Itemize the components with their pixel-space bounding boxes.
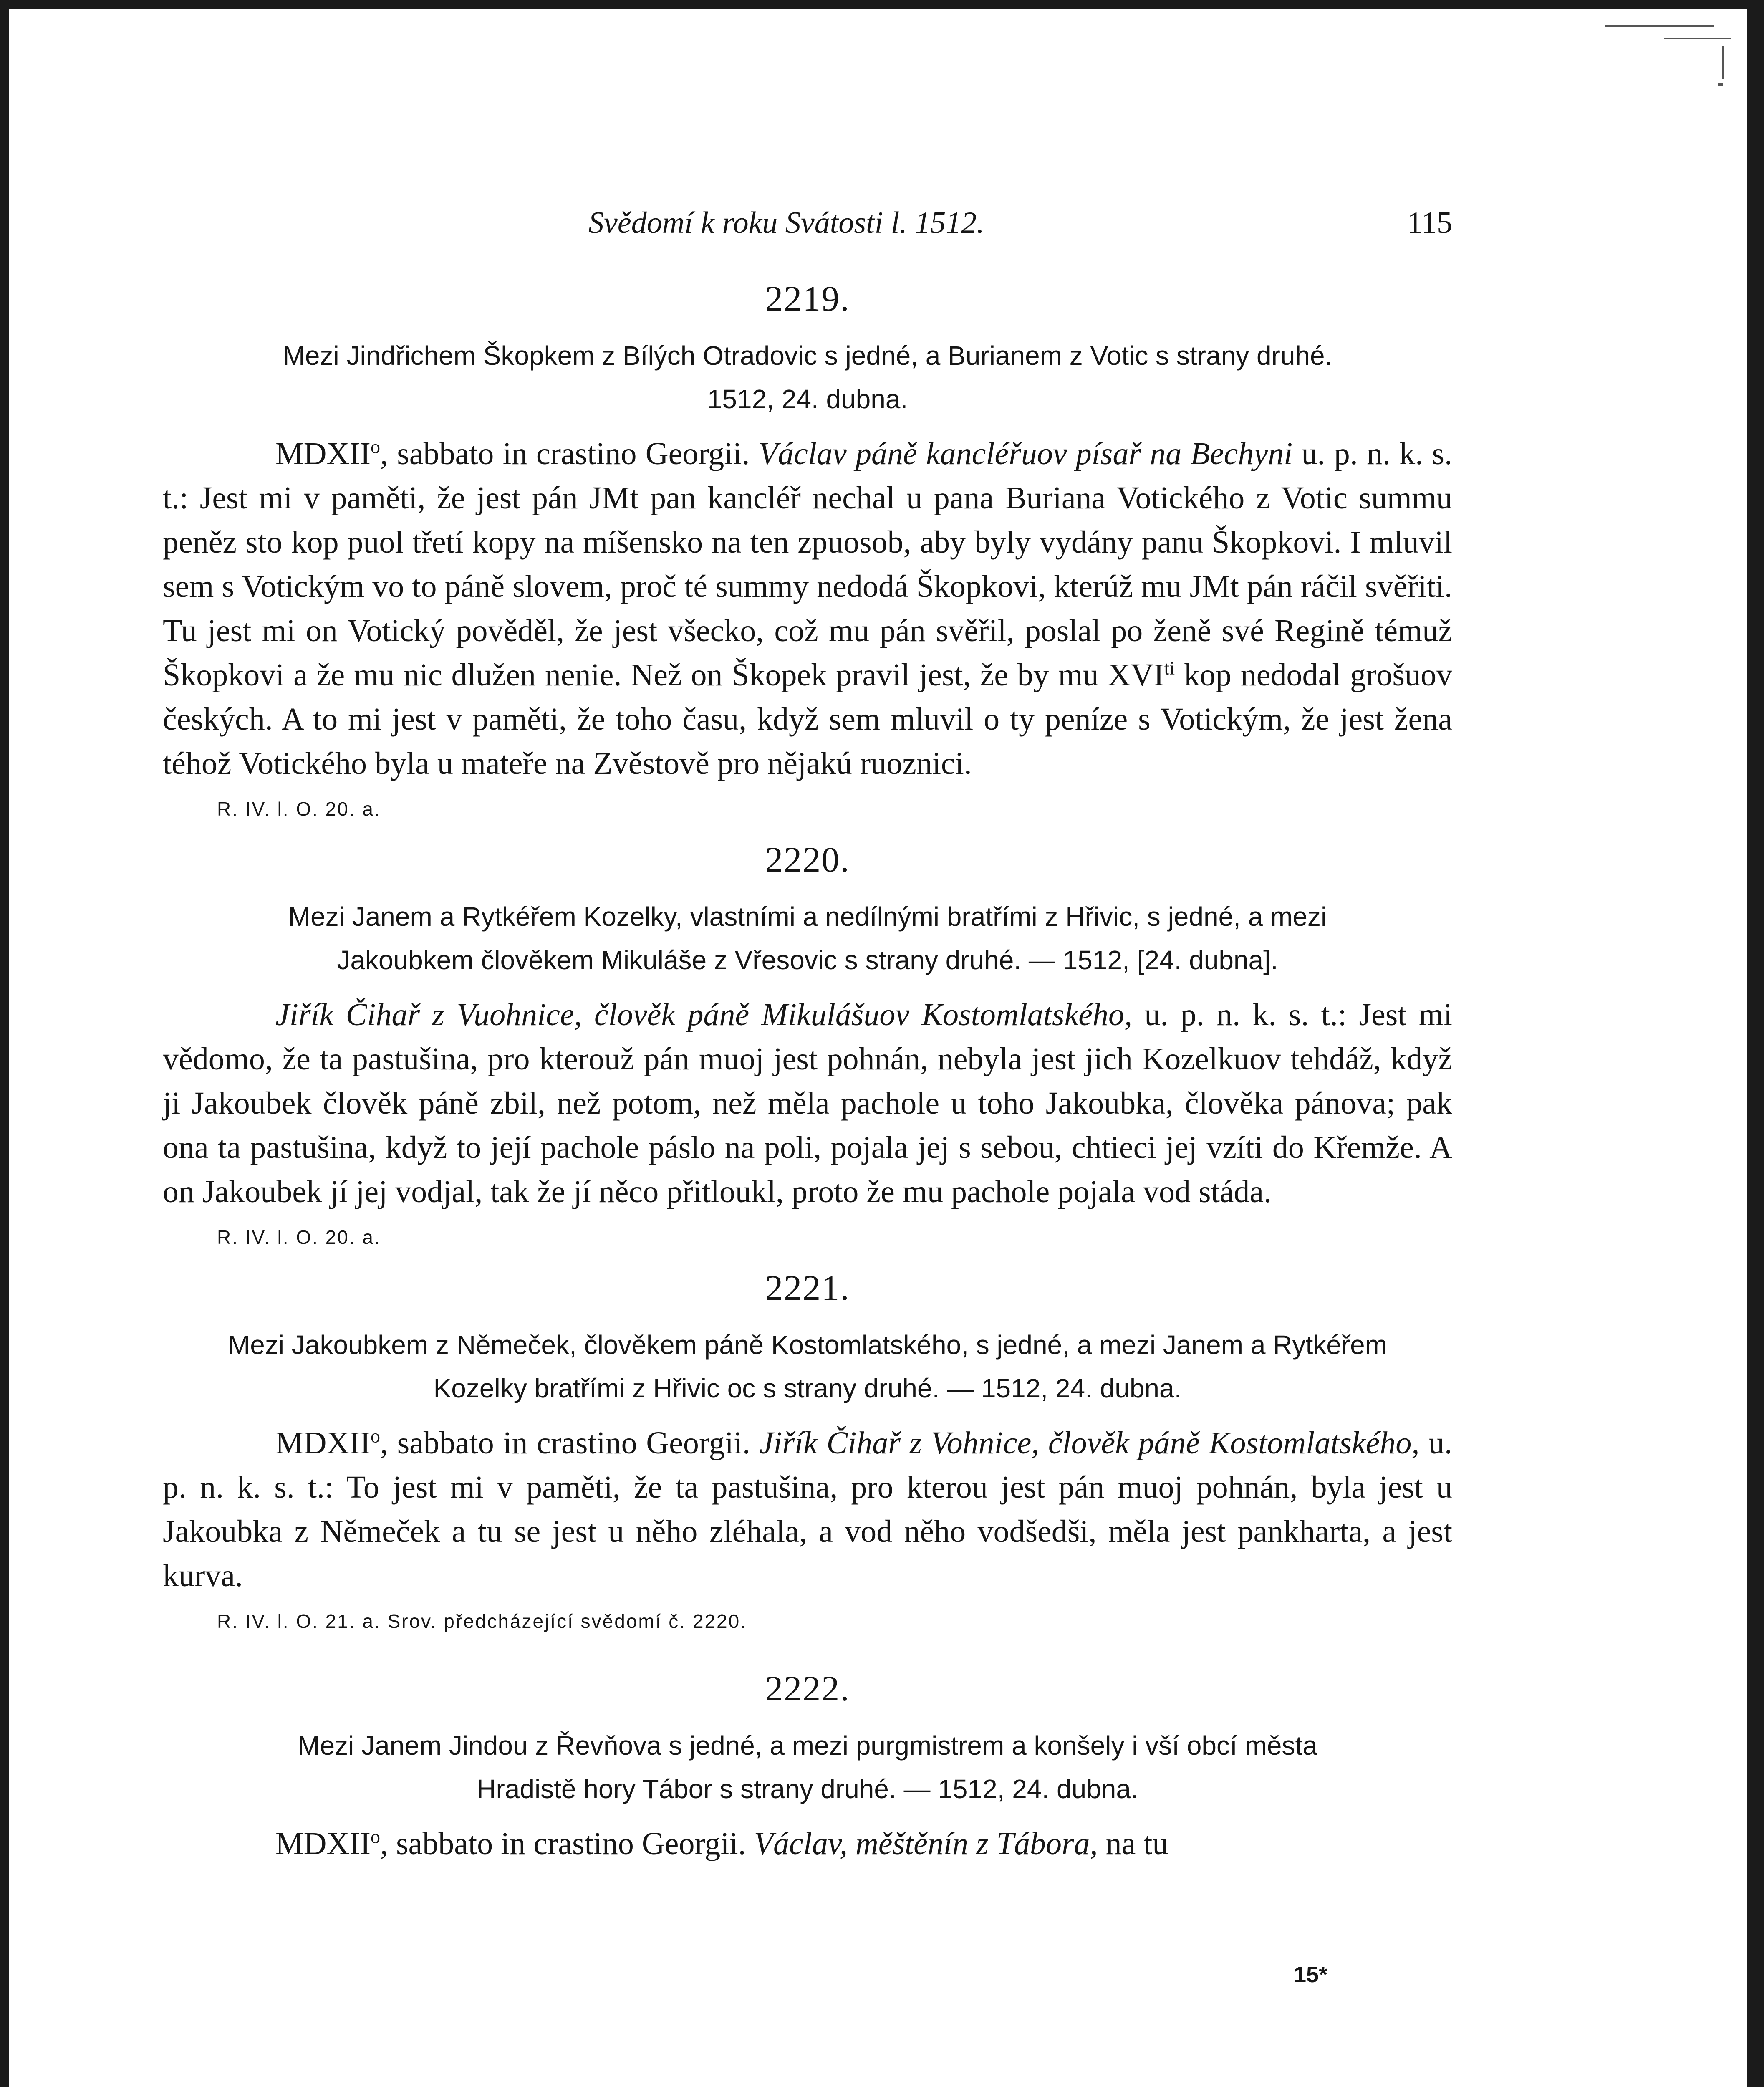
running-head-title: Svědomí k roku Svátosti l. 1512.	[588, 206, 984, 240]
entry-body	[163, 1421, 1452, 1598]
entry-2221	[163, 1265, 1452, 1638]
archive-reference: R. IV. l. O. 21. a. Srov. předcházející svědomí č. 2220.	[217, 1610, 747, 1632]
entry-heading-line: Mezi Jindřichem Škopkem z Bílých Otradovic s jedné, a Burianem z Votic s strany druhé.	[283, 341, 1332, 371]
date-text: , sabbato in crastino Georgii.	[380, 1425, 760, 1460]
witness-name: Jiřík Čihař z Vuohnice, člověk páně Mikulášuov Kostomlatského,	[275, 997, 1133, 1032]
signature-mark: 15*	[1294, 1962, 1328, 1987]
entry-2219	[163, 275, 1452, 826]
scan-edge-top	[0, 0, 1764, 9]
witness-name: Václav, měštěnín z Tábora,	[754, 1826, 1098, 1861]
entry-body	[163, 993, 1452, 1214]
entry-number: 2221.	[765, 1268, 850, 1308]
section-spacer	[163, 1649, 1452, 1665]
entry-heading	[163, 1724, 1452, 1811]
witness-name: Václav páně kancléřuov písař na Bechyni	[758, 436, 1293, 471]
numeral-superscript: ti	[1164, 657, 1175, 679]
entry-heading-line: Mezi Janem Jindou z Řevňova s jedné, a mezi purgmistrem a konšely i vší obcí města	[298, 1731, 1317, 1761]
date-roman: MDXII	[275, 436, 371, 471]
entry-body	[163, 1822, 1452, 1866]
entry-number: 2222.	[765, 1668, 850, 1708]
running-head	[163, 205, 1452, 243]
entry-heading-line: 1512, 24. dubna.	[707, 384, 908, 414]
scan-edge-left	[0, 0, 9, 2087]
entry-2222	[163, 1665, 1452, 1866]
entry-2220	[163, 836, 1452, 1254]
entry-heading	[163, 895, 1452, 982]
entry-heading	[163, 1323, 1452, 1410]
date-roman: MDXII	[275, 1425, 371, 1460]
entry-heading-line: Mezi Janem a Rytkéřem Kozelky, vlastními a nedílnými bratřími z Hřivic, s jedné, a mezi	[288, 902, 1327, 932]
testimony-text: na tu	[1098, 1826, 1168, 1861]
page-number: 115	[1407, 206, 1452, 240]
entry-heading	[163, 334, 1452, 421]
date-roman: MDXII	[275, 1826, 371, 1861]
archive-reference: R. IV. l. O. 20. a.	[217, 798, 381, 820]
entry-number: 2219.	[765, 278, 850, 318]
entry-heading-line: Mezi Jakoubkem z Němeček, člověkem páně Kostomlatského, s jedné, a mezi Janem a Rytkéřem	[227, 1330, 1388, 1360]
entry-body	[163, 432, 1452, 786]
page-content	[163, 275, 1452, 1866]
witness-name: Jiřík Čihař z Vohnice, člověk páně Kostomlatského,	[759, 1425, 1420, 1460]
testimony-text-continued: kop nedodal grošuov českých. A to mi jest v paměti, že toho času, když sem mluvil o ty peníze s Votickým, že jest žena téhož Votického byla u mateře na Zvěstově pro nějakú ruoznici.	[163, 657, 1452, 781]
date-superscript: o	[370, 436, 380, 457]
testimony-text: u. p. n. k. s. t.: Jest mi vědomo, že ta pastušina, pro kterouž pán muoj jest pohnán, nebyla jest jich Kozelkuov tehdáž, když ji Jakoubek člověk páně zbil, než potom, než měla pachole u toho Jakoubka, člověka pánova; pak ona ta pastušina, když to její pachole páslo na poli, pojala jej s sebou, chtieci jej vzíti do Křemže. A on Jakoubek jí jej vodjal, tak že jí něco přitloukl, proto že mu pachole pojala vod stáda.	[163, 997, 1452, 1209]
date-text: , sabbato in crastino Georgii.	[380, 1826, 754, 1861]
scan-corner-marks	[1580, 17, 1739, 100]
entry-number: 2220.	[765, 839, 850, 879]
date-superscript: o	[370, 1826, 380, 1847]
entry-heading-line: Jakoubkem člověkem Mikuláše z Vřesovic s strany druhé. — 1512, [24. dubna].	[337, 945, 1278, 975]
entry-heading-line: Hradistě hory Tábor s strany druhé. — 1512, 24. dubna.	[477, 1774, 1138, 1804]
date-superscript: o	[370, 1425, 380, 1447]
archive-reference: R. IV. l. O. 20. a.	[217, 1226, 381, 1248]
testimony-text: u. p. n. k. s. t.: To jest mi v paměti, že ta pastušina, pro kterou jest pán muoj pohnán, byla jest u Jakoubka z Němeček a tu se jest u něho zléhala, a vod něho vodšedši, měla jest pankharta, a jest kurva.	[163, 1425, 1452, 1593]
date-text: , sabbato in crastino Georgii.	[380, 436, 759, 471]
scan-edge-right	[1747, 0, 1764, 2087]
testimony-text: u. p. n. k. s. t.: Jest mi v paměti, že jest pán JMt pan kancléř nechal u pana Buriana Votického z Votic summu peněz sto kop puol třetí kopy na míšensko na ten zpuosob, aby byly vydány panu Škopkovi. I mluvil sem s Votickým vo to páně slovem, proč té summy nedodá Škopkovi, kterúž mu JMt pán ráčil svěřiti. Tu jest mi on Votický pověděl, že jest všecko, což mu pán svěřil, poslal po ženě své Regině témuž Škopkovi a že mu nic dlužen nenie. Než on Škopek pravil jest, že by mu XVI	[163, 436, 1452, 692]
entry-heading-line: Kozelky bratřími z Hřivic oc s strany druhé. — 1512, 24. dubna.	[433, 1373, 1182, 1403]
